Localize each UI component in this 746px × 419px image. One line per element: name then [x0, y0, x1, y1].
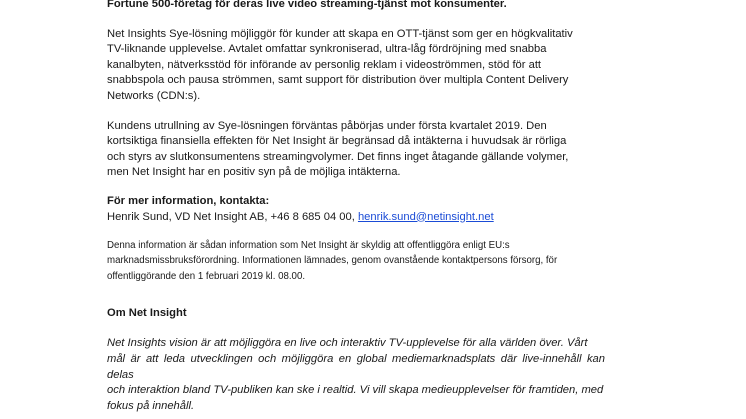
text-line: kanalbyten, nätverksstöd för införande av personlig reklam i videoströmmen, stöd för att: [107, 58, 542, 71]
paragraph-sye-solution: [107, 27, 605, 105]
text-line: Denna information är sådan information som Net Insight är skyldig att offentliggöra enligt EU:s: [107, 240, 510, 252]
text-line: Kundens utrullning av Sye-lösningen förväntas påbörjas under första kvartalet 2019. Den: [107, 119, 547, 132]
contact-email-link[interactable]: henrik.sund@netinsight.net: [357, 210, 494, 223]
text-line: fokus på innehåll.: [107, 399, 195, 412]
intro-line: Fortune 500-företag för deras live video streaming-tjänst mot konsumenter.: [107, 0, 507, 10]
paragraph-rollout: [107, 119, 605, 181]
text-line: mål är att leda utvecklingen och möjliggöra en global mediemarknadsplats där live-innehåll kan delas: [107, 352, 605, 381]
text-line: Net Insights vision är att möjliggöra en live och interaktiv TV-upplevelse för alla världen över. Vårt: [107, 337, 588, 350]
contact-line: [107, 210, 605, 226]
text-line: marknadsmissbruksförordning. Informationen lämnades, genom ovanstående kontaktpersons försorg, för: [107, 255, 558, 267]
text-line: Net Insights Sye-lösning möjliggör för kunder att skapa en OTT-tjänst som ger en högkvalitativ: [107, 27, 573, 40]
about-heading: Om Net Insight: [107, 306, 187, 319]
contact-details: Henrik Sund, VD Net Insight AB, +46 8 685 04 00,: [107, 210, 358, 223]
disclosure-paragraph: [107, 238, 605, 284]
text-line: och interaktion bland TV-publiken kan ske i realtid. Vi vill skapa medieupplevelser för framtiden, med: [107, 384, 604, 397]
text-line: TV-liknande upplevelse. Avtalet omfattar synkroniserad, ultra-låg fördröjning med snabba: [107, 43, 547, 56]
text-line: men Net Insight har en positiv syn på de möjliga intäkterna.: [107, 166, 401, 179]
text-line: och styrs av slutkonsumentens streamingvolymer. Det finns inget åtagande gällande volymer,: [107, 150, 569, 163]
text-line: offentliggörande den 1 februari 2019 kl. 08.00.: [107, 270, 306, 282]
contact-heading: För mer information, kontakta:: [107, 194, 270, 207]
press-release-page: [107, 0, 605, 414]
about-paragraph: [107, 336, 605, 414]
text-line: snabbspola och pausa strömmen, samt support för distribution över multipla Content Delivery: [107, 74, 569, 87]
text-line: kortsiktiga finansiella effekten för Net Insight är begränsad då intäkterna i huvudsak är rörliga: [107, 135, 567, 148]
text-line: Networks (CDN:s).: [107, 89, 201, 102]
